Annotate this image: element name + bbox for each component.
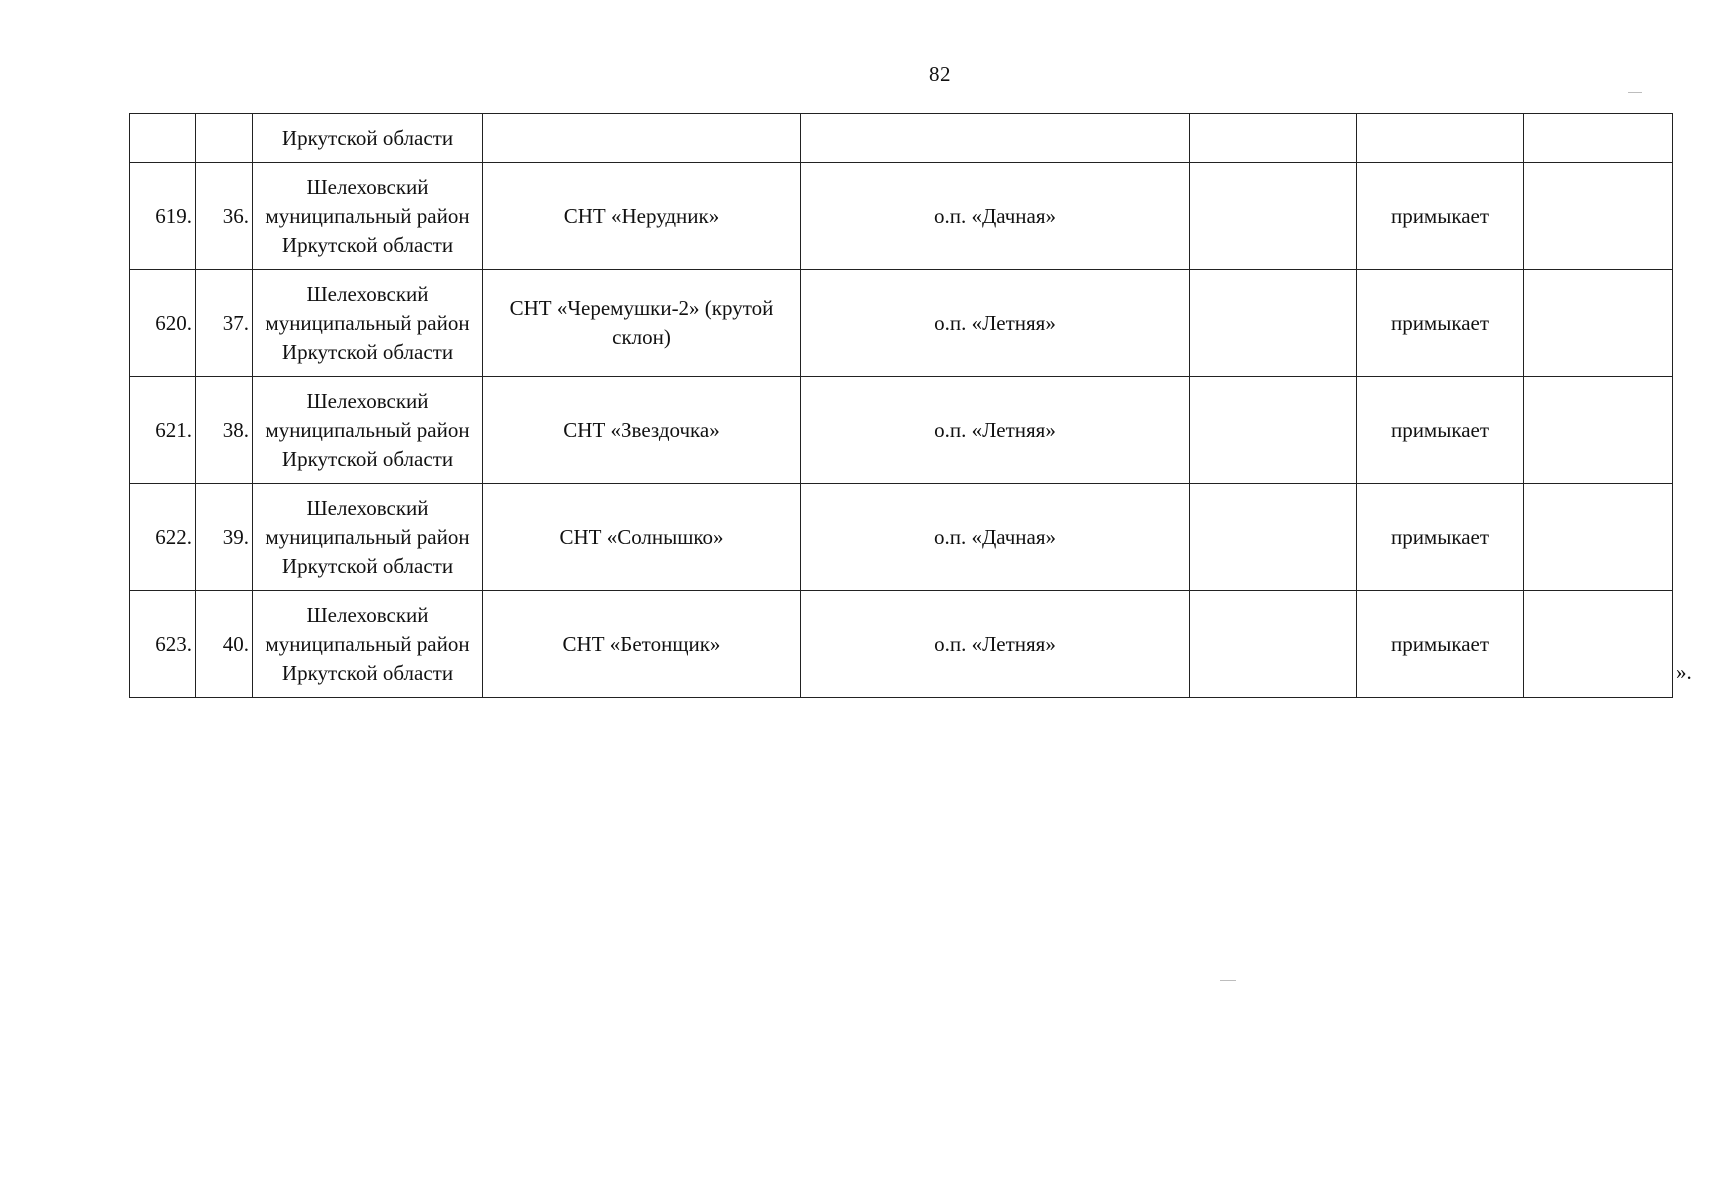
cell-note [1524,270,1673,377]
cell-distance [1190,270,1357,377]
cell-district [253,484,483,591]
settlements-table [129,113,1673,698]
district-line: Иркутской области [281,446,454,471]
cell-relation: примыкает [1357,377,1524,484]
cell-relation: примыкает [1357,270,1524,377]
cell-sub-number: 38. [196,377,253,484]
cell-distance [1190,484,1357,591]
object-line: СНТ «Бетонщик» [562,631,721,656]
cell-note [1524,484,1673,591]
table-row [130,484,1673,591]
cell-object [483,484,801,591]
table-row [130,163,1673,270]
cell-sub-number: 36. [196,163,253,270]
cell-stop: о.п. «Летняя» [801,377,1190,484]
cell-object [483,163,801,270]
cell-relation [1357,114,1524,163]
cell-number: 621. [130,377,196,484]
table-row-continuation [130,114,1673,163]
district-line: Иркутской области [281,339,454,364]
district-line: муниципальный район [265,310,470,335]
cell-district [253,377,483,484]
district-line: Иркутской области [281,232,454,257]
cell-relation: примыкает [1357,163,1524,270]
cell-number: 623. [130,591,196,698]
object-line: СНТ «Солнышко» [559,524,724,549]
cell-sub-number: 37. [196,270,253,377]
cell-distance [1190,114,1357,163]
cell-note [1524,163,1673,270]
district-line: Иркутской области [281,660,454,685]
district-line: Шелеховский [306,388,429,413]
cell-district [253,591,483,698]
cell-note [1524,114,1673,163]
district-line: муниципальный район [265,631,470,656]
district-line: муниципальный район [265,203,470,228]
object-line: СНТ «Звездочка» [563,417,720,442]
cell-district [253,114,483,163]
district-line: Иркутской области [281,125,454,150]
cell-relation: примыкает [1357,484,1524,591]
scan-artifact [1220,980,1236,981]
district-line: Иркутской области [281,553,454,578]
cell-stop: о.п. «Дачная» [801,484,1190,591]
cell-distance [1190,377,1357,484]
page-number: 82 [929,62,951,86]
district-line: Шелеховский [306,281,429,306]
cell-number: 619. [130,163,196,270]
district-line: Шелеховский [306,174,429,199]
cell-note [1524,591,1673,698]
cell-relation: примыкает [1357,591,1524,698]
cell-object [483,270,801,377]
cell-number: 622. [130,484,196,591]
table-container [129,113,1673,698]
cell-object [483,114,801,163]
cell-district [253,163,483,270]
district-line: муниципальный район [265,417,470,442]
cell-stop: о.п. «Летняя» [801,270,1190,377]
object-line: СНТ «Черемушки-2» (крутой [509,296,774,320]
cell-stop: о.п. «Дачная» [801,163,1190,270]
district-line: Шелеховский [306,495,429,520]
cell-sub-number [196,114,253,163]
table-row [130,377,1673,484]
cell-number [130,114,196,163]
cell-sub-number: 40. [196,591,253,698]
table-row [130,270,1673,377]
scan-artifact [1628,92,1642,93]
table-row [130,591,1673,698]
closing-quote-mark: ». [1676,660,1692,684]
object-line: склон) [612,325,671,349]
cell-distance [1190,591,1357,698]
cell-stop: о.п. «Летняя» [801,591,1190,698]
district-line: Шелеховский [306,602,429,627]
cell-note [1524,377,1673,484]
cell-stop [801,114,1190,163]
cell-object [483,591,801,698]
cell-object [483,377,801,484]
cell-distance [1190,163,1357,270]
district-line: муниципальный район [265,524,470,549]
cell-number: 620. [130,270,196,377]
cell-district [253,270,483,377]
cell-sub-number: 39. [196,484,253,591]
object-line: СНТ «Нерудник» [563,203,720,228]
